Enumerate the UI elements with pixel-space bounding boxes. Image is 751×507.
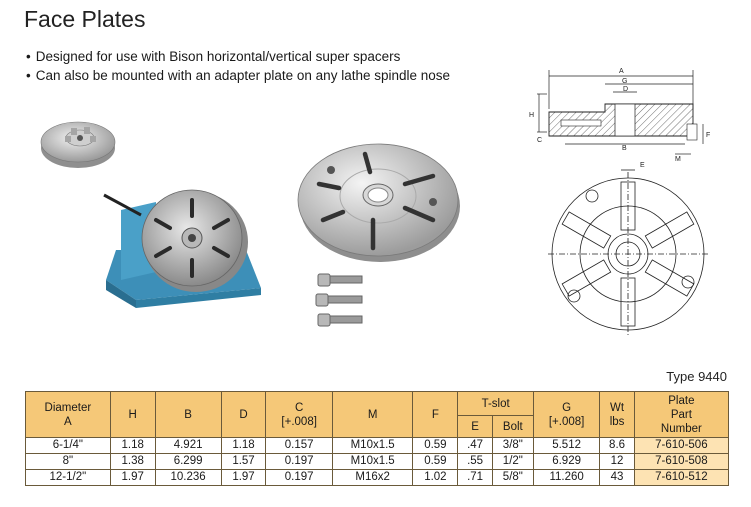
- cell-m: M16x2: [332, 470, 413, 486]
- dim-label-a: A: [619, 68, 624, 75]
- page-title: Face Plates: [24, 6, 146, 32]
- bolts-photo: [312, 270, 368, 332]
- face-plate-on-spacer-photo: [96, 180, 271, 310]
- col-header-m: M: [332, 392, 413, 438]
- cell-wt: 43: [600, 470, 634, 486]
- cell-diameter: 6-1/4": [26, 438, 111, 454]
- type-label: Type 9440: [666, 369, 727, 384]
- dim-label-f: F: [706, 132, 711, 139]
- cell-part-number: 7-610-512: [634, 470, 728, 486]
- cell-d: 1.18: [221, 438, 266, 454]
- dim-label-e: E: [640, 162, 645, 169]
- col-header-plate-part: Plate Part Number: [634, 392, 728, 438]
- cell-m: M10x1.5: [332, 438, 413, 454]
- front-view-drawing: [548, 158, 712, 336]
- col-header-h: H: [110, 392, 155, 438]
- cell-bolt: 1/2": [492, 454, 533, 470]
- cell-part-number: 7-610-506: [634, 438, 728, 454]
- cell-b: 4.921: [155, 438, 221, 454]
- table-row: [26, 438, 729, 454]
- dim-label-b: B: [622, 145, 627, 152]
- cell-b: 10.236: [155, 470, 221, 486]
- col-header-d: D: [221, 392, 266, 438]
- face-plate-large-photo: [293, 140, 463, 268]
- cell-c: 0.197: [266, 470, 332, 486]
- feature-list: [26, 47, 450, 85]
- cell-wt: 12: [600, 454, 634, 470]
- cell-diameter: 12-1/2": [26, 470, 111, 486]
- cell-f: 1.02: [413, 470, 458, 486]
- table-row: [26, 470, 729, 486]
- cell-m: M10x1.5: [332, 454, 413, 470]
- cell-b: 6.299: [155, 454, 221, 470]
- dim-label-d: D: [623, 86, 629, 93]
- cell-e: .47: [458, 438, 492, 454]
- cell-g: 6.929: [533, 454, 599, 470]
- cell-h: 1.97: [110, 470, 155, 486]
- cell-part-number: 7-610-508: [634, 454, 728, 470]
- cell-g: 11.260: [533, 470, 599, 486]
- cell-e: .71: [458, 470, 492, 486]
- cell-bolt: 3/8": [492, 438, 533, 454]
- col-header-diameter: Diameter A: [26, 392, 111, 438]
- col-header-b: B: [155, 392, 221, 438]
- cell-bolt: 5/8": [492, 470, 533, 486]
- feature-item: • Designed for use with Bison horizontal/vertical super spacers: [26, 47, 450, 66]
- cell-d: 1.97: [221, 470, 266, 486]
- col-header-tslot-bolt: Bolt: [492, 416, 533, 438]
- cell-h: 1.18: [110, 438, 155, 454]
- feature-item: • Can also be mounted with an adapter plate on any lathe spindle nose: [26, 66, 450, 85]
- col-header-tslot-e: E: [458, 416, 492, 438]
- cell-c: 0.197: [266, 454, 332, 470]
- cell-f: 0.59: [413, 454, 458, 470]
- col-header-wt: Wt lbs: [600, 392, 634, 438]
- cell-e: .55: [458, 454, 492, 470]
- dim-label-m: M: [675, 156, 681, 163]
- table-row: [26, 454, 729, 470]
- cell-h: 1.38: [110, 454, 155, 470]
- dim-label-c: C: [537, 137, 543, 144]
- cell-d: 1.57: [221, 454, 266, 470]
- face-plate-small-photo: [38, 112, 118, 172]
- side-section-drawing: [525, 64, 725, 164]
- col-header-tslot: T-slot: [458, 392, 534, 416]
- col-header-c: C [+.008]: [266, 392, 332, 438]
- cell-c: 0.157: [266, 438, 332, 454]
- col-header-g: G [+.008]: [533, 392, 599, 438]
- cell-diameter: 8": [26, 454, 111, 470]
- dim-label-g: G: [622, 78, 628, 85]
- spec-table: [25, 391, 729, 486]
- cell-f: 0.59: [413, 438, 458, 454]
- dim-label-h: H: [529, 112, 535, 119]
- col-header-f: F: [413, 392, 458, 438]
- cell-g: 5.512: [533, 438, 599, 454]
- cell-wt: 8.6: [600, 438, 634, 454]
